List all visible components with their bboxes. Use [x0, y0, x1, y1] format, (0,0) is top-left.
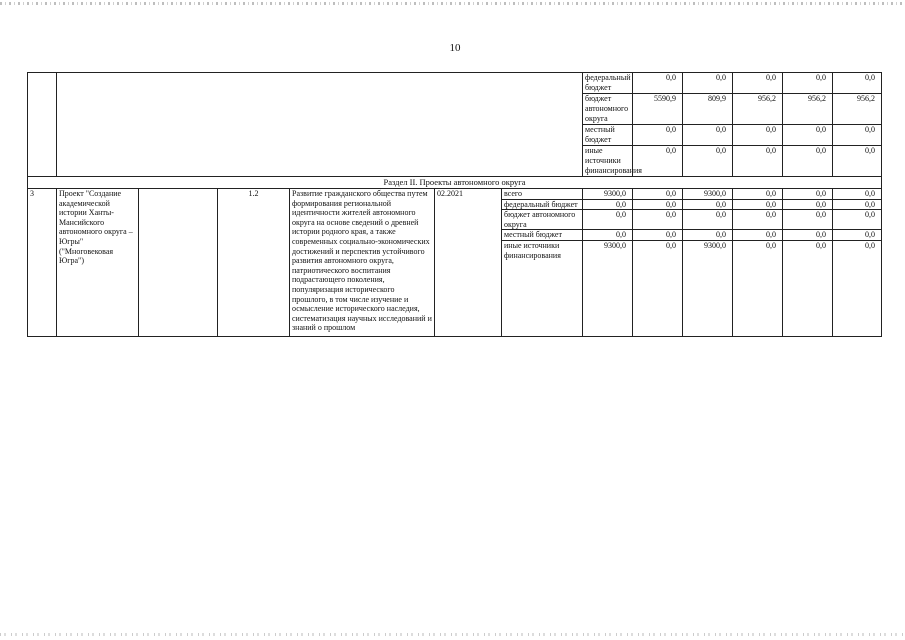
cell-value: 0,0 — [683, 210, 733, 230]
cell-value: 0,0 — [633, 230, 683, 241]
cell-source: федеральный бюджет — [583, 73, 633, 94]
cell-value: 5590,9 — [633, 94, 683, 125]
cell-source: федеральный бюджет — [502, 199, 583, 210]
cell-value: 0,0 — [683, 146, 733, 177]
cell-value: 0,0 — [583, 210, 633, 230]
page-number: 10 — [449, 42, 461, 54]
cell-empty — [57, 73, 583, 177]
cell-value: 0,0 — [633, 210, 683, 230]
cell-empty — [28, 73, 57, 177]
cell-empty — [139, 189, 218, 337]
cell-source: бюджет автономного округа — [583, 94, 633, 125]
cell-source: всего — [502, 189, 583, 200]
cell-value: 0,0 — [733, 230, 783, 241]
cell-number: 3 — [28, 189, 57, 337]
cell-value: 0,0 — [833, 210, 882, 230]
cell-value: 0,0 — [783, 210, 833, 230]
cell-value: 0,0 — [733, 73, 783, 94]
cell-value: 0,0 — [583, 230, 633, 241]
cell-value: 0,0 — [683, 199, 733, 210]
cell-value: 0,0 — [833, 73, 882, 94]
cell-source: местный бюджет — [502, 230, 583, 241]
cell-value: 0,0 — [633, 146, 683, 177]
cell-value: 9300,0 — [683, 189, 733, 200]
cell-value: 0,0 — [783, 240, 833, 336]
cell-value: 9300,0 — [583, 240, 633, 336]
cell-value: 9300,0 — [683, 240, 733, 336]
cell-value: 0,0 — [683, 73, 733, 94]
cell-source: иные источники финансирования — [502, 240, 583, 336]
cell-value: 0,0 — [633, 240, 683, 336]
cell-value: 956,2 — [783, 94, 833, 125]
cell-value: 0,0 — [633, 73, 683, 94]
cell-value: 9300,0 — [583, 189, 633, 200]
cell-value: 0,0 — [783, 199, 833, 210]
cell-value: 0,0 — [783, 230, 833, 241]
cell-value: 0,0 — [683, 125, 733, 146]
section-header-row — [28, 177, 882, 189]
cell-value: 0,0 — [733, 189, 783, 200]
cell-value: 0,0 — [683, 230, 733, 241]
section-header: Раздел II. Проекты автономного округа — [28, 177, 882, 189]
cell-value: 956,2 — [833, 94, 882, 125]
table-row — [28, 189, 882, 200]
cell-value: 0,0 — [783, 146, 833, 177]
cell-source: иные источники финансирования — [583, 146, 633, 177]
cell-value: 0,0 — [633, 189, 683, 200]
cell-value: 0,0 — [633, 125, 683, 146]
cell-value: 0,0 — [733, 125, 783, 146]
cell-source: местный бюджет — [583, 125, 633, 146]
cell-value: 0,0 — [633, 199, 683, 210]
cell-value: 0,0 — [733, 210, 783, 230]
scan-edge-bottom — [0, 633, 905, 636]
cell-value: 0,0 — [833, 199, 882, 210]
cell-value: 0,0 — [783, 73, 833, 94]
cell-date: 02.2021 — [435, 189, 502, 337]
cell-source: бюджет автономного округа — [502, 210, 583, 230]
financing-table — [27, 72, 882, 337]
cell-value: 0,0 — [733, 240, 783, 336]
cell-code: 1.2 — [218, 189, 290, 337]
cell-value: 0,0 — [733, 146, 783, 177]
cell-value: 956,2 — [733, 94, 783, 125]
cell-value: 0,0 — [783, 125, 833, 146]
cell-value: 0,0 — [833, 146, 882, 177]
table-row — [28, 73, 882, 94]
cell-value: 0,0 — [833, 125, 882, 146]
cell-project-name: Проект "Создание академической истории Ханты-Мансийского автономного округа – Югры" ("Многовековая Югра") — [57, 189, 139, 337]
cell-value: 0,0 — [583, 199, 633, 210]
scan-edge-top — [0, 2, 905, 5]
cell-value: 809,9 — [683, 94, 733, 125]
cell-value: 0,0 — [833, 240, 882, 336]
cell-value: 0,0 — [783, 189, 833, 200]
cell-value: 0,0 — [833, 189, 882, 200]
cell-value: 0,0 — [833, 230, 882, 241]
cell-value: 0,0 — [733, 199, 783, 210]
cell-goal: Развитие гражданского общества путем формирования региональной идентичности жителей автономного округа на основе сведений о древней истории родного края, а также современных социально-экономических достижений и перспектив устойчивого развития автономного округа, патриотического воспитания подрастающего поколения, популяризация исторического прошлого, в том числе изучение и осмысление исторического наследия, систематизация научных исследований и знаний о прошлом — [290, 189, 435, 337]
